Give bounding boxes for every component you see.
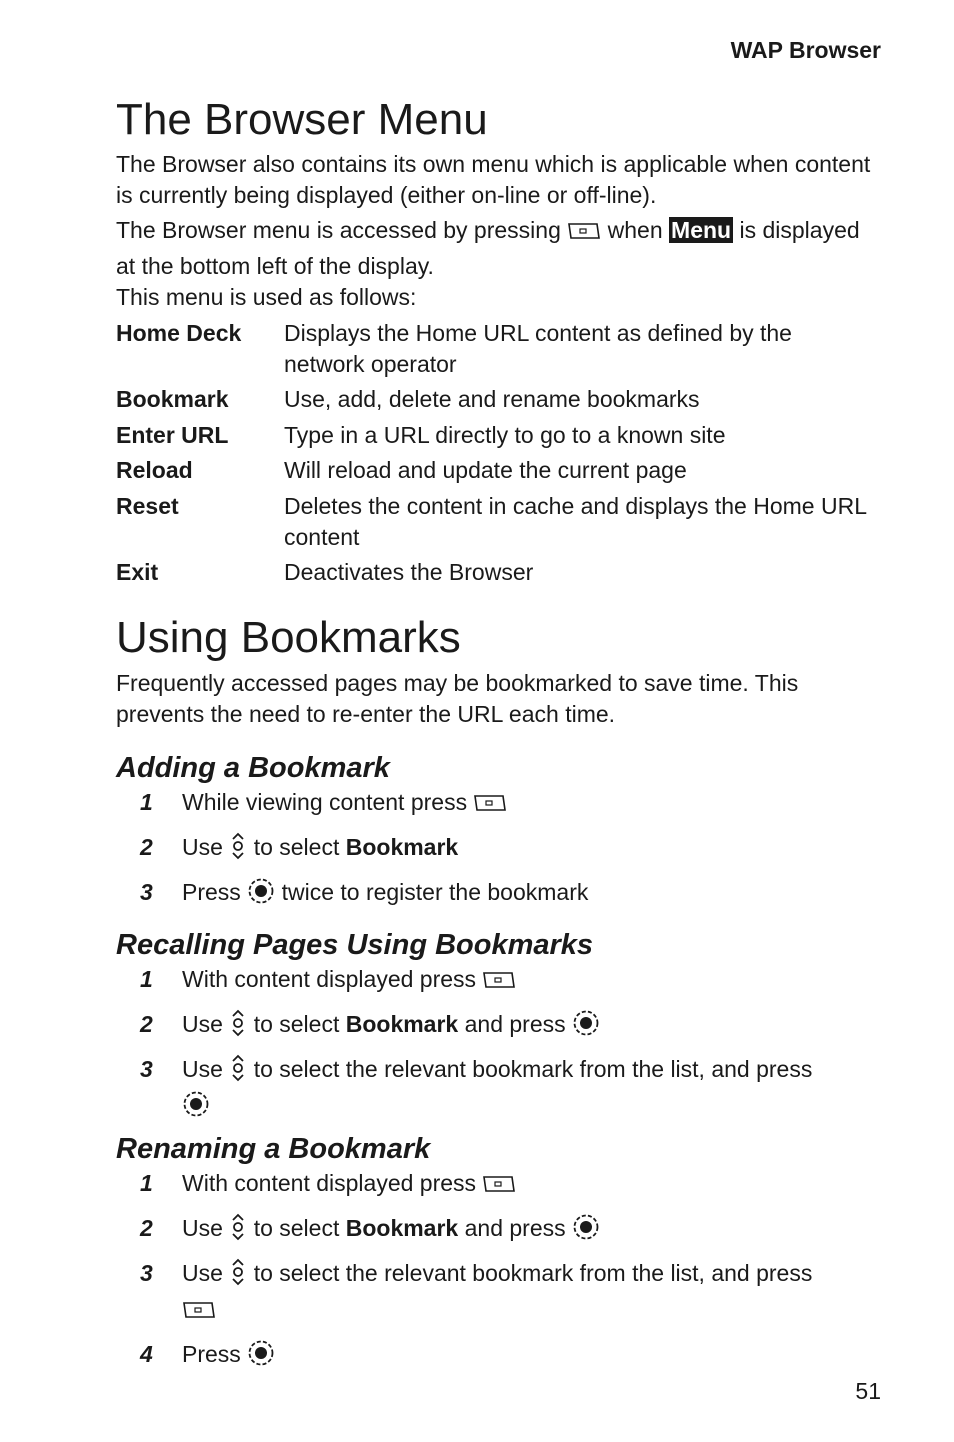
step-number: 1	[140, 1170, 153, 1196]
step-text-part: twice to register the bookmark	[281, 879, 589, 905]
heading-using-bookmarks: Using Bookmarks	[116, 613, 461, 662]
list-item	[116, 1258, 876, 1330]
list-item	[116, 1213, 876, 1249]
browser-menu-intro: The Browser also contains its own menu which is applicable when content is currently being displayed (either on-line or off-line).	[116, 151, 871, 208]
step-text-part: Use	[182, 834, 223, 860]
list-item	[116, 1054, 876, 1126]
step-number: 1	[140, 966, 153, 992]
select-key-icon	[572, 1213, 600, 1249]
step-number: 2	[140, 834, 153, 860]
step-text	[182, 1054, 876, 1126]
menu-desc: Type in a URL directly to go to a known site	[284, 422, 726, 448]
step-text-part: Press	[182, 879, 241, 905]
list-item	[116, 1168, 876, 1204]
menu-term: Home Deck	[116, 320, 242, 346]
bookmark-term: Bookmark	[345, 1011, 459, 1037]
section-recalling-pages	[116, 931, 876, 1135]
heading-browser-menu: The Browser Menu	[116, 95, 488, 144]
softkey-icon	[482, 1172, 516, 1204]
bookmark-term: Bookmark	[345, 834, 459, 860]
step-number: 3	[140, 1260, 153, 1286]
heading-adding-bookmark: Adding a Bookmark	[116, 752, 390, 784]
step-text	[182, 1168, 876, 1204]
menu-term: Bookmark	[116, 386, 229, 412]
menu-row-bookmark	[116, 384, 876, 415]
menu-desc: Displays the Home URL content as defined by the network operator	[284, 320, 792, 377]
list-item	[116, 877, 876, 913]
menu-row-exit	[116, 557, 876, 588]
step-text	[182, 1009, 876, 1045]
select-key-icon	[247, 877, 275, 913]
step-text-part: and press	[464, 1011, 566, 1037]
heading-recalling-pages: Recalling Pages Using Bookmarks	[116, 929, 594, 961]
softkey-icon	[567, 219, 601, 251]
menu-desc: Will reload and update the current page	[284, 457, 687, 483]
step-text-part: While viewing content press	[182, 789, 468, 815]
list-item	[116, 964, 876, 1000]
step-text	[182, 1339, 876, 1375]
select-key-icon	[572, 1009, 600, 1045]
section-renaming-bookmark	[116, 1135, 876, 1384]
menu-desc: Use, add, delete and rename bookmarks	[284, 386, 700, 412]
list-item	[116, 832, 876, 868]
access-text-after: is displayed at the bottom left of the display.	[116, 217, 860, 279]
step-text-part: Press	[182, 1341, 241, 1367]
select-key-icon	[247, 1339, 275, 1375]
softkey-icon	[182, 1298, 216, 1330]
bookmarks-intro: Frequently accessed pages may be bookmarked to save time. This prevents the need to re-enter the URL each time.	[116, 670, 799, 727]
heading-renaming-bookmark: Renaming a Bookmark	[116, 1133, 431, 1165]
menu-term: Enter URL	[116, 422, 229, 448]
nav-key-icon	[229, 1258, 247, 1294]
menu-row-reset	[116, 491, 876, 553]
step-text	[182, 832, 876, 868]
page-number: 51	[855, 1378, 881, 1404]
browser-menu-access	[116, 215, 876, 282]
menu-row-home-deck	[116, 318, 876, 380]
step-text-part: Use	[182, 1260, 223, 1286]
bookmark-term: Bookmark	[345, 1215, 459, 1241]
step-number: 1	[140, 789, 153, 815]
access-text-when: when	[607, 217, 663, 243]
step-number: 2	[140, 1215, 153, 1241]
step-number: 2	[140, 1011, 153, 1037]
step-text-part: Use	[182, 1011, 223, 1037]
menu-row-enter-url	[116, 420, 876, 451]
nav-key-icon	[229, 1213, 247, 1249]
menu-desc: Deletes the content in cache and displays the Home URL content	[284, 493, 867, 550]
step-text-part: and press	[464, 1215, 566, 1241]
nav-key-icon	[229, 1054, 247, 1090]
nav-key-icon	[229, 832, 247, 868]
menu-term: Exit	[116, 559, 159, 585]
section-adding-bookmark	[116, 754, 876, 922]
menu-softkey-label: Menu	[671, 217, 732, 243]
softkey-icon	[482, 968, 516, 1000]
recalling-steps	[116, 964, 876, 1126]
step-text-part: to select the relevant bookmark from the list, and press	[253, 1260, 813, 1286]
menu-desc: Deactivates the Browser	[284, 559, 534, 585]
adding-steps	[116, 787, 876, 913]
step-text	[182, 787, 876, 823]
step-text-part: to select	[253, 1011, 340, 1037]
browser-menu-usage: This menu is used as follows:	[116, 284, 417, 310]
select-key-icon	[182, 1090, 210, 1126]
menu-row-reload	[116, 455, 876, 486]
step-text-part: With content displayed press	[182, 966, 477, 992]
step-text-part: to select the relevant bookmark from the list, and press	[253, 1056, 813, 1082]
step-text	[182, 964, 876, 1000]
list-item	[116, 1339, 876, 1375]
step-number: 3	[140, 1056, 153, 1082]
renaming-steps	[116, 1168, 876, 1375]
menu-term: Reload	[116, 457, 193, 483]
running-head: WAP Browser	[730, 37, 881, 63]
step-text	[182, 1258, 876, 1330]
step-text-part: to select	[253, 1215, 340, 1241]
nav-key-icon	[229, 1009, 247, 1045]
step-text-part: With content displayed press	[182, 1170, 477, 1196]
step-text	[182, 877, 876, 913]
list-item	[116, 1009, 876, 1045]
access-text-before: The Browser menu is accessed by pressing	[116, 217, 561, 243]
menu-term: Reset	[116, 493, 179, 519]
list-item	[116, 787, 876, 823]
browser-menu-table	[116, 318, 876, 588]
step-text	[182, 1213, 876, 1249]
step-number: 4	[140, 1341, 153, 1367]
step-text-part: to select	[253, 834, 340, 860]
softkey-icon	[473, 791, 507, 823]
step-text-part: Use	[182, 1215, 223, 1241]
step-number: 3	[140, 879, 153, 905]
step-text-part: Use	[182, 1056, 223, 1082]
